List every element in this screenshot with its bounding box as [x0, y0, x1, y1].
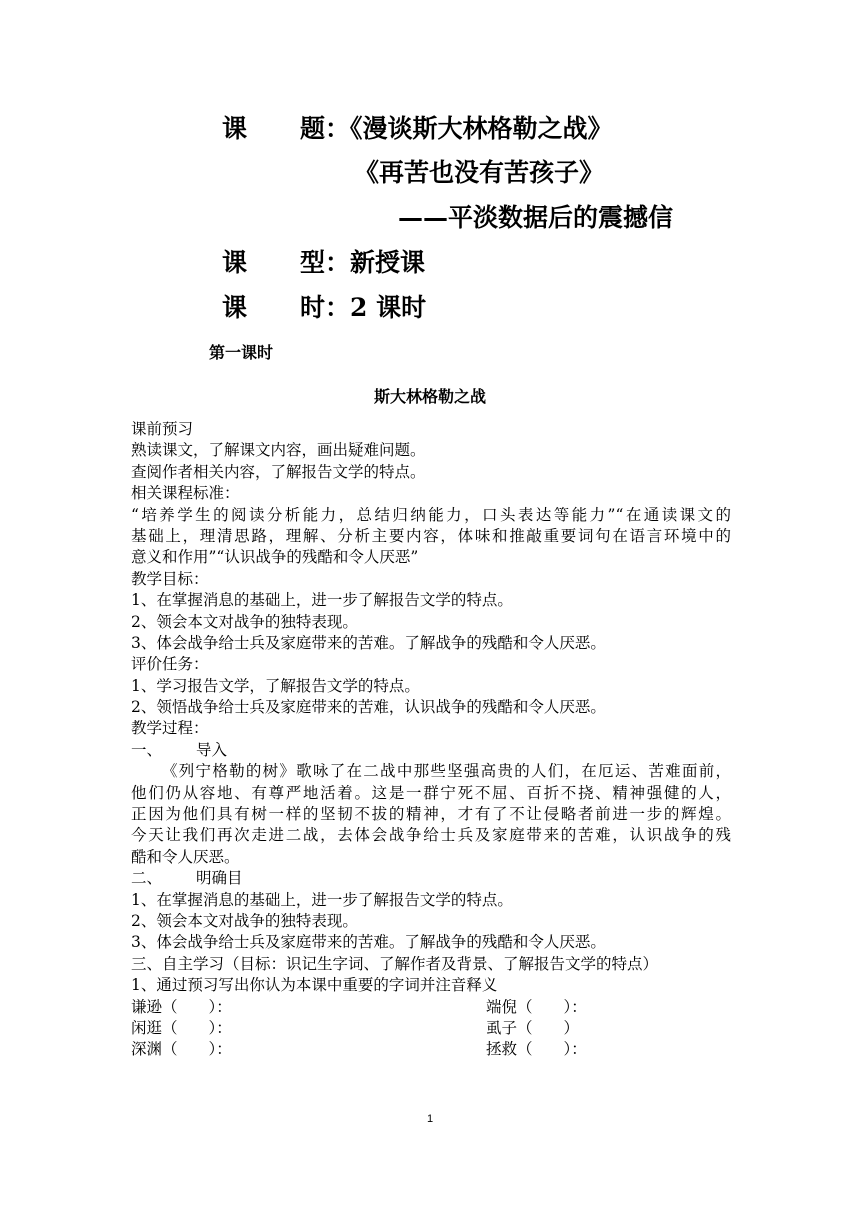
- period-key-1: 课: [222, 293, 248, 322]
- section-1-heading: [131, 740, 731, 761]
- vocab-item: 拯救（ ）：: [486, 1040, 587, 1059]
- standards-line: “培养学生的阅读分析能力，总结归纳能力，口头表达等能力”“在通读课文的: [131, 505, 731, 524]
- section-1-title: 导入: [196, 740, 228, 759]
- lesson-title: 斯大林格勒之战: [373, 387, 486, 406]
- type-value: ：新授课: [325, 248, 426, 277]
- period-key-2: 时: [300, 293, 326, 322]
- preview-item: 熟读课文，了解课文内容，画出疑难问题。: [131, 441, 426, 460]
- vocab-item: 闲逛（ ）：: [131, 1018, 232, 1037]
- type-line: [222, 248, 425, 278]
- intro-paragraph-line: 今天让我们再次走进二战，去体会战争给士兵及家庭带来的苦难，认识战争的残: [131, 826, 731, 845]
- vocab-item: 谦逊（ ）：: [131, 997, 232, 1016]
- period-value: ：2 课时: [325, 293, 427, 322]
- goal-item: 1、在掌握消息的基础上，进一步了解报告文学的特点。: [131, 591, 513, 610]
- assessment-item: 2、领悟战争给士兵及家庭带来的苦难，认识战争的残酷和令人厌恶。: [131, 698, 606, 717]
- topic-line: [222, 114, 613, 144]
- vocab-row: [131, 997, 731, 1018]
- section-2-number: 二、: [131, 869, 163, 888]
- document-body: [131, 419, 731, 1061]
- topic-key-2: 题: [300, 114, 326, 143]
- vocab-item: 虱子（ ）: [486, 1018, 580, 1037]
- period-line: [222, 293, 426, 323]
- assessment-heading: 评价任务：: [131, 655, 209, 674]
- process-heading: 教学过程：: [131, 719, 209, 738]
- section-2-title: 明确目: [196, 869, 243, 888]
- intro-paragraph-line: 《列宁格勒的树》歌咏了在二战中那些坚强高贵的人们，在厄运、苦难面前，: [162, 762, 731, 781]
- goal-item: 2、领会本文对战争的独特表现。: [131, 612, 358, 631]
- vocab-item: 深渊（ ）：: [131, 1040, 232, 1059]
- topic-colon: ：: [325, 114, 351, 143]
- standards-line: 基础上，理清思路，理解、分析主要内容，体味和推敲重要词句在语言环境中的: [131, 526, 731, 545]
- goal-item: 3、体会战争给士兵及家庭带来的苦难。了解战争的残酷和令人厌恶。: [131, 633, 606, 652]
- section-3-task: 1、通过预习写出你认为本课中重要的字词并注音释义: [131, 976, 498, 995]
- title-1: 《漫谈斯大林格勒之战》: [350, 114, 613, 143]
- preview-heading: 课前预习: [131, 420, 194, 438]
- page-number: 1: [426, 1113, 434, 1125]
- assessment-item: 1、学习报告文学，了解报告文学的特点。: [131, 676, 420, 695]
- lesson-label: 第一课时: [209, 343, 274, 362]
- section-2-heading: [131, 868, 731, 889]
- section-1-number: 一、: [131, 740, 163, 759]
- subtitle: ——平淡数据后的震撼信: [398, 203, 674, 232]
- section-2-item: 1、在掌握消息的基础上，进一步了解报告文学的特点。: [131, 890, 513, 909]
- type-key-1: 课: [222, 248, 248, 277]
- title-2: 《再苦也没有苦孩子》: [354, 158, 605, 187]
- standards-heading: 相关课程标准：: [131, 484, 240, 503]
- vocab-row: [131, 1039, 731, 1060]
- intro-paragraph-line: 酷和令人厌恶。: [131, 847, 240, 866]
- goals-heading: 教学目标：: [131, 569, 209, 588]
- section-2-item: 2、领会本文对战争的独特表现。: [131, 911, 358, 930]
- intro-paragraph-line: 正因为他们具有树一样的坚韧不拔的精神，才有了不让侵略者前进一步的辉煌。: [131, 805, 731, 824]
- intro-paragraph-line: 他们仍从容地、有尊严地活着。这是一群宁死不屈、百折不挠、精神强健的人，: [131, 783, 731, 802]
- section-2-item: 3、体会战争给士兵及家庭带来的苦难。了解战争的残酷和令人厌恶。: [131, 933, 606, 952]
- standards-line: 意义和作用”“认识战争的残酷和令人厌恶”: [131, 548, 419, 567]
- vocab-row: [131, 1018, 731, 1039]
- section-3-heading: 三、自主学习（目标：识记生字词、了解作者及背景、了解报告文学的特点）: [131, 954, 659, 973]
- topic-key-1: 课: [222, 114, 248, 143]
- preview-item: 查阅作者相关内容，了解报告文学的特点。: [131, 462, 426, 481]
- vocab-item: 端倪（ ）：: [486, 997, 587, 1016]
- type-key-2: 型: [300, 248, 326, 277]
